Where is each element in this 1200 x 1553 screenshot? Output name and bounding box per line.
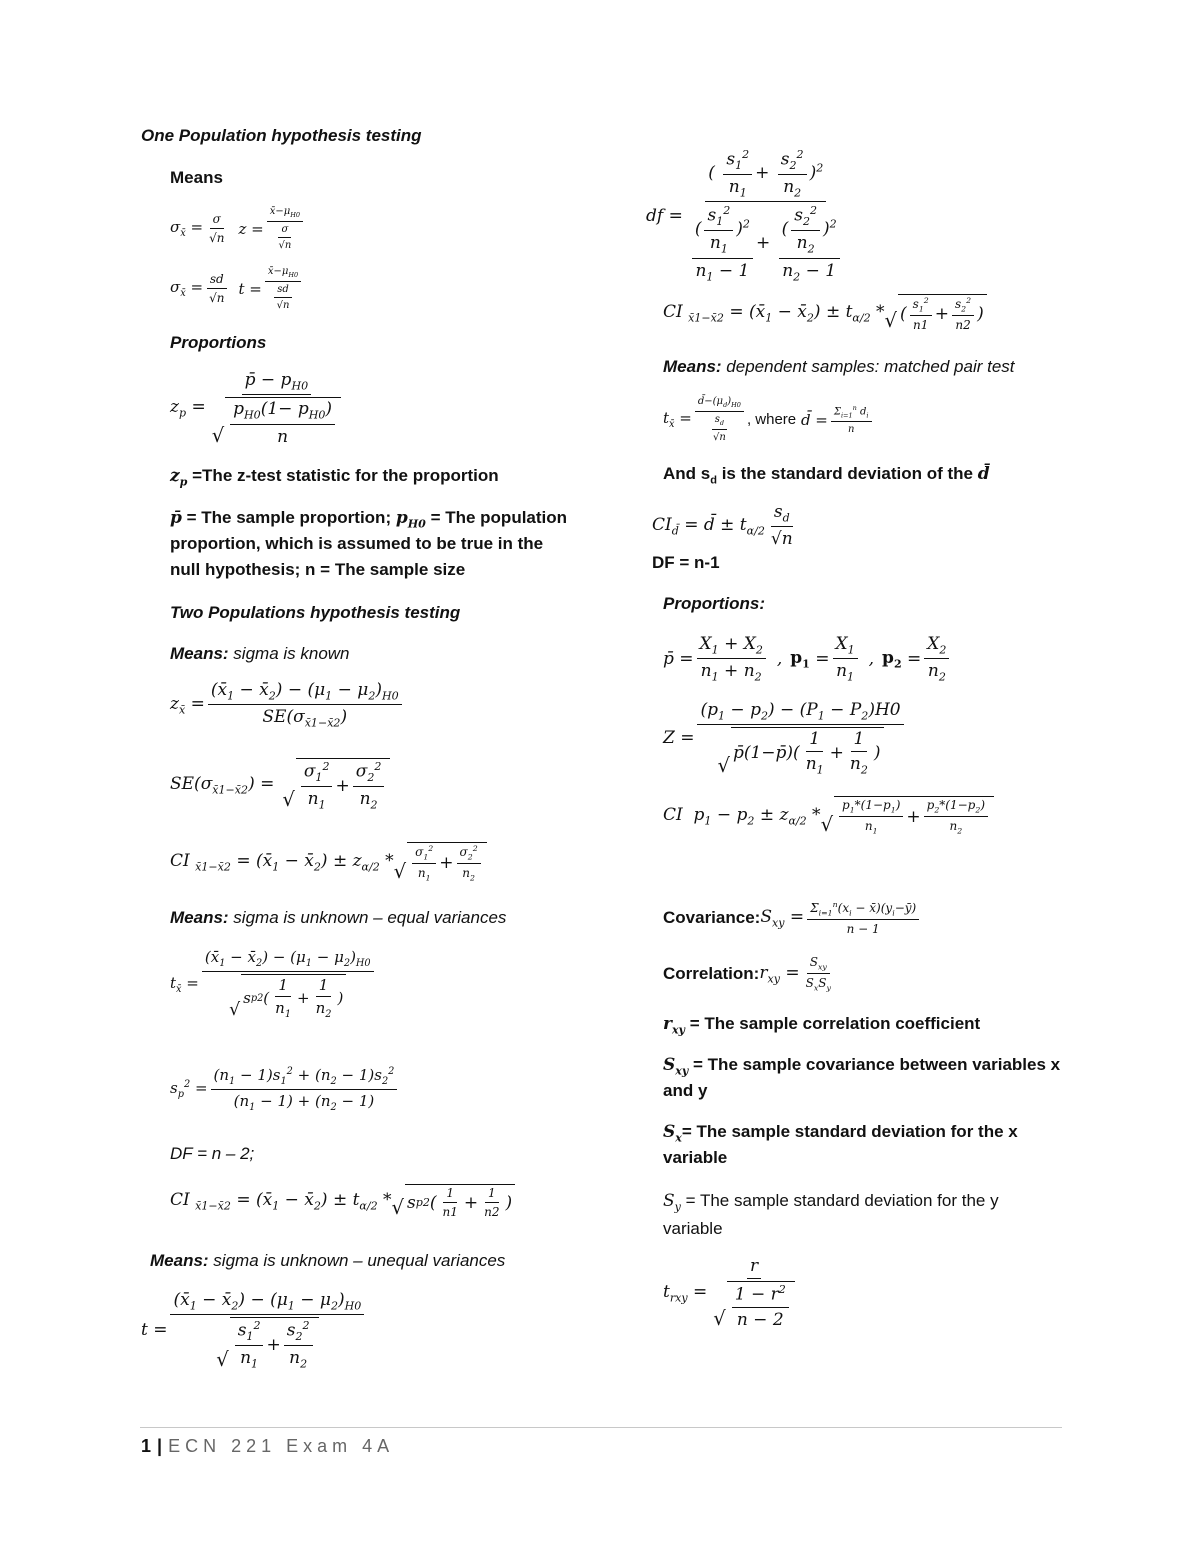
- sd-definition: And $s_d$ is the standard deviation of the d̄: [663, 464, 990, 487]
- formula-z-two-means: $z_{x̄}$ = $\frac{(x̄_1 - x̄_2) - (\mu_1 - \mu_2)_{H0}}{SE(\sigma_{x̄1-x̄2})}$: [170, 680, 405, 730]
- formula-sd-t: $\sigma_{x̄}$ = $\frac{sd}{√n}$ t = $\frac{x̄-\mu_{H0}}{\frac{sd}{√n}}$: [170, 266, 304, 311]
- zp-definition: $z_p =The$ z-test statistic for the proportion: [170, 466, 499, 489]
- formula-zp: $z_p$ = p̄ − $p_{H0}$ √ $\frac{p_{H0}(1- p_{H0})}{n}$: [170, 370, 347, 447]
- df-n-minus-1: DF = n-1: [652, 553, 720, 572]
- formula-t-dependent: $t_{x̄}$ = $\frac{d̄-(\mu_d)_{H0}}{\frac{s_d}{√n}}$ , where d̄ = $\frac{\Sigma_{i=1}^n d_i}{n}$: [663, 396, 875, 443]
- formula-sigma-z: $\sigma_{x̄}$ = $\frac{\sigma}{√n}$ z = $\frac{x̄-\mu_{H0}}{\frac{\sigma}{√n}}$: [170, 206, 306, 251]
- formula-z-two-proportions: Z = $(p_1 - p_2) - (P_1 - P_2)H0$ √ p̄(1−p̄)( $\frac{1}{n_1}$ + $\frac{1}{n_2}$ ): [663, 700, 907, 777]
- formula-ci-z: CI $_{x̄1-x̄2} = (x̄_1$ − $x̄_2) \pm z_{\alpha/2}$ * √ $\frac{\sigma_1^2}{n_1}$ + $\frac{\sigma_2^2}{n_2}$: [170, 842, 487, 883]
- proportions-label-left: Proportions: [170, 333, 267, 352]
- sxy-definition-line1: $S_{xy}$ = The sample covariance between variables x: [663, 1055, 1061, 1078]
- formula-ci-proportions: CI $p_1 - p_2 \pm z_{\alpha/2}$ * √ $\frac{p_1*(1-p_1)}{n_1}$ + $\frac{p_2*(1-p_2)}{n_2}$: [663, 796, 994, 836]
- sx-definition-line1: $S_x=$ The sample standard deviation for the x: [663, 1122, 1018, 1145]
- pbar-definition-line2: proportion, which is assumed to be true in the: [170, 534, 544, 553]
- formula-t-unequal: t = ($x̄_1$ − $x̄_2) - (\mu_1 - \mu_2)_{H0}$ √ $\frac{s_1^2}{n_1}$ + $\frac{s_2^2}{n_2}$: [141, 1290, 367, 1371]
- one-population-heading: One Population hypothesis testing: [141, 126, 422, 145]
- proportions-label-right: Proportions:: [663, 594, 765, 613]
- sy-definition-line2: variable: [663, 1219, 723, 1238]
- formula-correlation: Correlation: $r_{xy}$ = $\frac{S_{xy}}{S_xS_y}$: [663, 955, 831, 993]
- formula-t-correlation: $t_{rxy}$ = r √ $\frac{1 - r^2}{n - 2}$: [663, 1256, 801, 1330]
- formula-pooled-variance: $s_p^2$ = $\frac{(n_1 - 1)s_1^2 + (n_2 - 1)s_2^2}{(n_1 - 1) + (n_2 - 1)}$: [170, 1066, 400, 1113]
- footer-separator: |: [157, 1436, 163, 1456]
- means-dependent-label: Means: dependent samples: matched pair test: [663, 357, 1015, 376]
- pbar-definition-line1: p̄ = The sample proportion; $p_{H0}$ = The population: [170, 508, 568, 531]
- sxy-definition-line2: and y: [663, 1081, 708, 1100]
- formula-ci-dependent: $CI_{d̄}$ = d̄ ± $t_{\alpha/2}$ $\frac{s_d}{√n}$: [652, 502, 793, 550]
- formula-se: $SE(\sigma_{x̄1-x̄2})$ = √ $\frac{\sigma_1^2}{n_1}$ + $\frac{\sigma_2^2}{n_2}$: [170, 758, 390, 811]
- formula-ci-t-unequal: CI $_{x̄1-x̄2} = (x̄_1$ − $x̄_2) \pm t_{\alpha/2}$ * √ ( $\frac{s_1^2}{n1}$ + $\frac{s_2^2}{n2}$ ): [663, 294, 987, 332]
- formula-ci-t-pooled: CI $_{x̄1-x̄2} = (x̄_1$ − $x̄_2) \pm t_{\alpha/2}$ * √ s p 2 ( $\frac{1}{n1}$ + $\frac{1}{n2}$ ): [170, 1184, 515, 1219]
- two-populations-heading: Two Populations hypothesis testing: [170, 603, 461, 622]
- means-sigma-known-label: Means: sigma is known: [170, 644, 350, 663]
- formula-df-welch: df = ( $\frac{s_1^2}{n_1}$ + $\frac{s_2^2}{n_2}$ )$^2$ ( $\frac{s_1^2}{n_1}$ )$^2$ $n_1 - 1$ + ( $\frac{s_2^2}{n_2}$ )$^2$ $n_2 - 1$: [646, 148, 849, 283]
- page-number: 1: [141, 1436, 152, 1456]
- page-footer: [141, 1436, 394, 1457]
- means-sigma-unknown-unequal-label: Means: sigma is unknown – unequal variances: [150, 1251, 506, 1270]
- rxy-definition: $r_{xy}$ = The sample correlation coefficient: [663, 1014, 981, 1037]
- formula-covariance: Covariance: $S_{xy}$ = $\frac{\Sigma_{i=1}^n(x_i - x̄)(y_i-ȳ)}{n - 1}$: [663, 900, 922, 936]
- footer-title: ECN 221 Exam 4A: [168, 1436, 395, 1456]
- footer-rule: [140, 1427, 1062, 1428]
- sx-definition-line2: variable: [663, 1148, 728, 1167]
- pbar-definition-line3: null hypothesis; n = The sample size: [170, 560, 466, 579]
- means-label: Means: [170, 168, 223, 187]
- formula-pooled-proportion: p̄ = $\frac{X_1 + X_2}{n_1 + n_2}$ , $p_1$ = $\frac{X_1}{n_1}$ , $p_2$ = $\frac{X_2}{n_2}$: [663, 634, 952, 684]
- formula-t-pooled: $t_{x̄}$ = ($x̄_1$ − $x̄_2) - (\mu_1 - \mu_2)_{H0}$ √ s p 2 ( $\frac{1}{n_1}$ + $\frac{1}{n_2}$ ): [170, 948, 377, 1020]
- means-sigma-unknown-equal-label: Means: sigma is unknown – equal variances: [170, 908, 507, 927]
- df-n-minus-2: DF = n – 2;: [170, 1144, 255, 1163]
- sy-definition-line1: $S_y$ = The sample standard deviation for the y: [663, 1191, 999, 1214]
